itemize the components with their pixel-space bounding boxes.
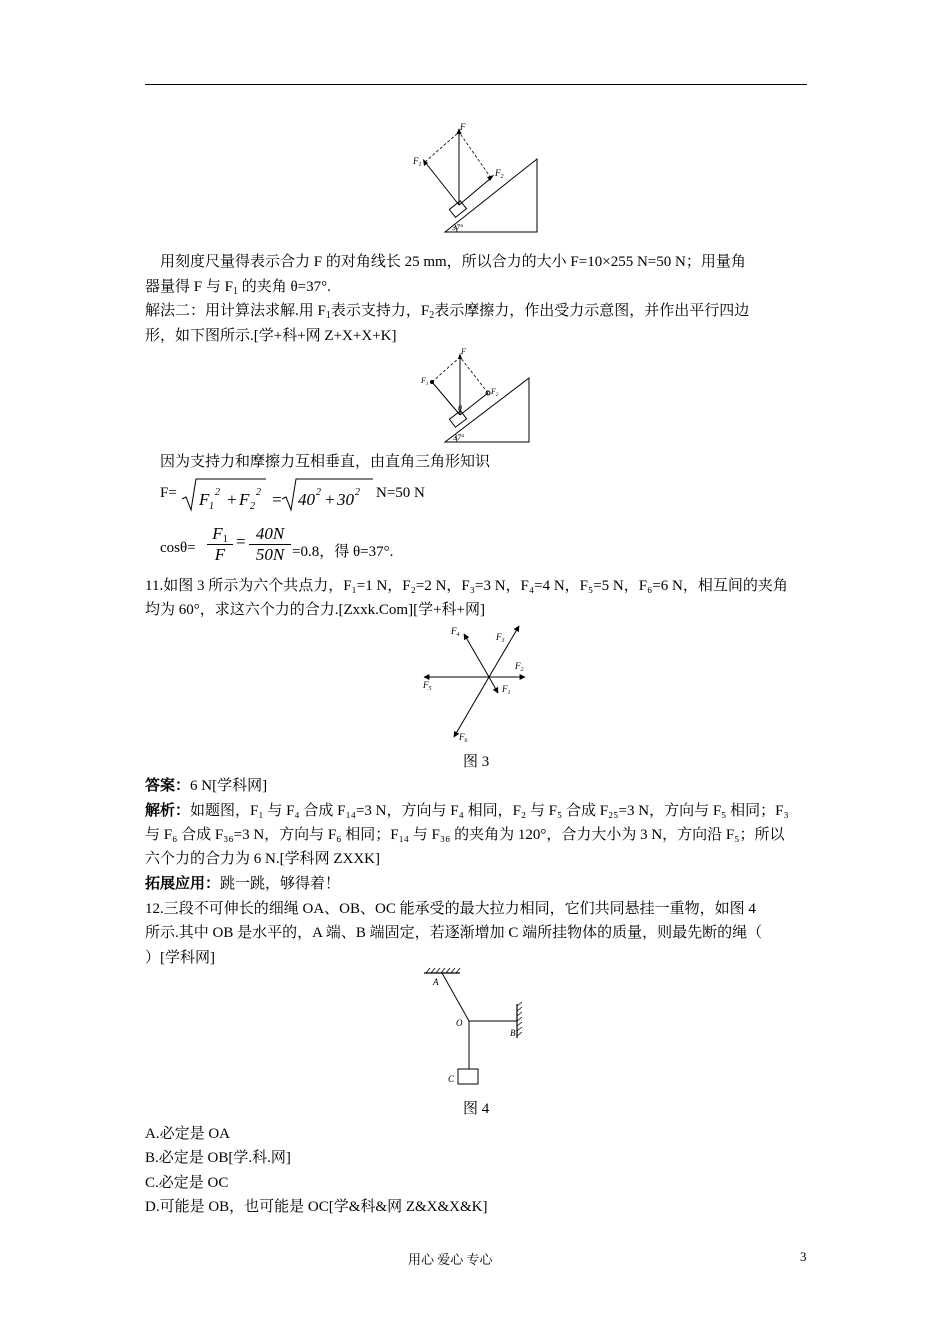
svg-text:30: 30 xyxy=(337,490,354,509)
extension-heading: 拓展应用：跳一跳，够得着！ xyxy=(145,876,341,892)
A-label: A xyxy=(433,977,439,987)
svg-text:=: = xyxy=(271,490,283,509)
F6-label: $F_6$ xyxy=(459,732,468,744)
frac2-numerator: 40N xyxy=(249,524,291,545)
frac2-denominator: 50N xyxy=(255,545,285,564)
svg-text:F: F xyxy=(239,490,250,509)
F3-label: $F_3$ xyxy=(496,632,505,644)
frac1-numerator: $F_1$ xyxy=(207,524,233,545)
F2-label: $F_2$ xyxy=(495,168,504,180)
C-label: C xyxy=(448,1074,455,1084)
option-d: D.可能是 OB，也可能是 OC[学&科&网 Z&X&X&K] xyxy=(145,1199,488,1215)
frac1 xyxy=(207,524,233,565)
equation-1-unit: N=50 N xyxy=(376,485,425,501)
svg-text:2: 2 xyxy=(250,501,255,512)
question-11a: 11.如图 3 所示为六个共点力，F₁=1 N，F₂=2 N，F₃=3 N，F₄=4 N，F₅=5 N，F₆=6 N，相互间的夹角 xyxy=(145,578,788,594)
equation-1-radical xyxy=(180,475,375,515)
svg-text:40: 40 xyxy=(298,490,315,509)
paragraph-3: 因为支持力和摩擦力互相垂直，由直角三角形知识 xyxy=(160,454,491,470)
svg-text:F: F xyxy=(199,490,210,509)
svg-text:2: 2 xyxy=(316,487,321,498)
theta-label: θ xyxy=(458,404,462,413)
page-number: 3 xyxy=(800,1249,807,1264)
incline-force-diagram-2 xyxy=(415,345,535,445)
B-label: B xyxy=(510,1028,516,1038)
svg-text:+: + xyxy=(324,490,336,509)
analysis-line-1: 解析：如题图，F₁ 与 F₄ 合成 F₁₄=3 N，方向与 F₄ 相同，F₂ 与 F₅ 合成 F₂₅=3 N，方向与 F₅ 相同；F₃ xyxy=(145,803,789,819)
svg-text:2: 2 xyxy=(256,487,261,498)
equation-1-lhs: F= xyxy=(160,485,177,501)
svg-text:2: 2 xyxy=(355,487,360,498)
rope-suspension-diagram xyxy=(420,966,540,1091)
F1-label: $F_1$ xyxy=(502,684,511,696)
option-a: A.必定是 OA xyxy=(145,1126,230,1142)
svg-text:+: + xyxy=(226,490,238,509)
six-forces-diagram xyxy=(415,620,535,745)
F4-label: $F_4$ xyxy=(451,626,460,638)
question-12c: ）[学科网] xyxy=(145,950,215,966)
figure-3-caption: 图 3 xyxy=(463,754,490,770)
F-label: F xyxy=(461,347,466,356)
question-11b: 均为 60°，求这六个力的合力.[Zxxk.Com][学+科+网] xyxy=(145,602,485,618)
F5-label: $F_5$ xyxy=(423,680,432,692)
F1-label: $F_1$ xyxy=(421,376,429,387)
answer-line: 答案：6 N[学科网] xyxy=(145,778,268,794)
O-label: O xyxy=(456,1018,463,1028)
header-rule xyxy=(145,84,807,85)
svg-text:2: 2 xyxy=(215,487,220,498)
footer-slogan: 用心 爱心 专心 xyxy=(408,1252,493,1267)
svg-text:1: 1 xyxy=(209,501,214,512)
option-b: B.必定是 OB[学.科.网] xyxy=(145,1150,291,1166)
question-12b: 所示.其中 OB 是水平的，A 端、B 端固定，若逐渐增加 C 端所挂物体的质量，则最先断的绳（ xyxy=(145,925,763,941)
equation-2-lhs: cosθ= xyxy=(160,540,196,556)
angle-label: 37° xyxy=(453,433,465,442)
paragraph-1b: 器量得 F 与 $F_1$ 的夹角 θ=37°. xyxy=(145,279,331,297)
angle-label: 37° xyxy=(452,223,464,232)
equals-sign: = xyxy=(236,532,246,551)
analysis-line-2: 与 F₆ 合成 F₃₆=3 N，方向与 F₆ 相同；F₁₄ 与 F₃₆ 的夹角为 120°，合力大小为 3 N，方向沿 F₅；所以 xyxy=(145,827,785,843)
paragraph-2b: 形，如下图所示.[学+科+网 Z+X+X+K] xyxy=(145,328,397,344)
F2-label: $F_2$ xyxy=(491,387,499,398)
equation-2-tail: =0.8，得 θ=37°. xyxy=(292,544,394,560)
F-label: F xyxy=(460,122,466,132)
frac1-denominator: F xyxy=(214,545,226,564)
paragraph-1a: 用刻度尺量得表示合力 F 的对角线长 25 mm，所以合力的大小 F=10×255 N=50 N；用量角 xyxy=(160,254,746,270)
incline-force-diagram-1 xyxy=(405,120,545,235)
paragraph-2a: 解法二：用计算法求解.用 $F_1$表示支持力，$F_2$表示摩擦力，作出受力示意图，并作出平行四边 xyxy=(145,303,750,321)
F2-label: $F_2$ xyxy=(515,661,524,673)
option-c: C.必定是 OC xyxy=(145,1175,229,1191)
frac2 xyxy=(249,524,291,565)
analysis-line-3: 六个力的合力为 6 N.[学科网 ZXXK] xyxy=(145,851,380,867)
figure-4-caption: 图 4 xyxy=(463,1101,490,1117)
question-12a: 12.三段不可伸长的细绳 OA、OB、OC 能承受的最大拉力相同，它们共同悬挂一重物，如图 4 xyxy=(145,901,756,917)
F1-label: $F_1$ xyxy=(413,156,422,168)
